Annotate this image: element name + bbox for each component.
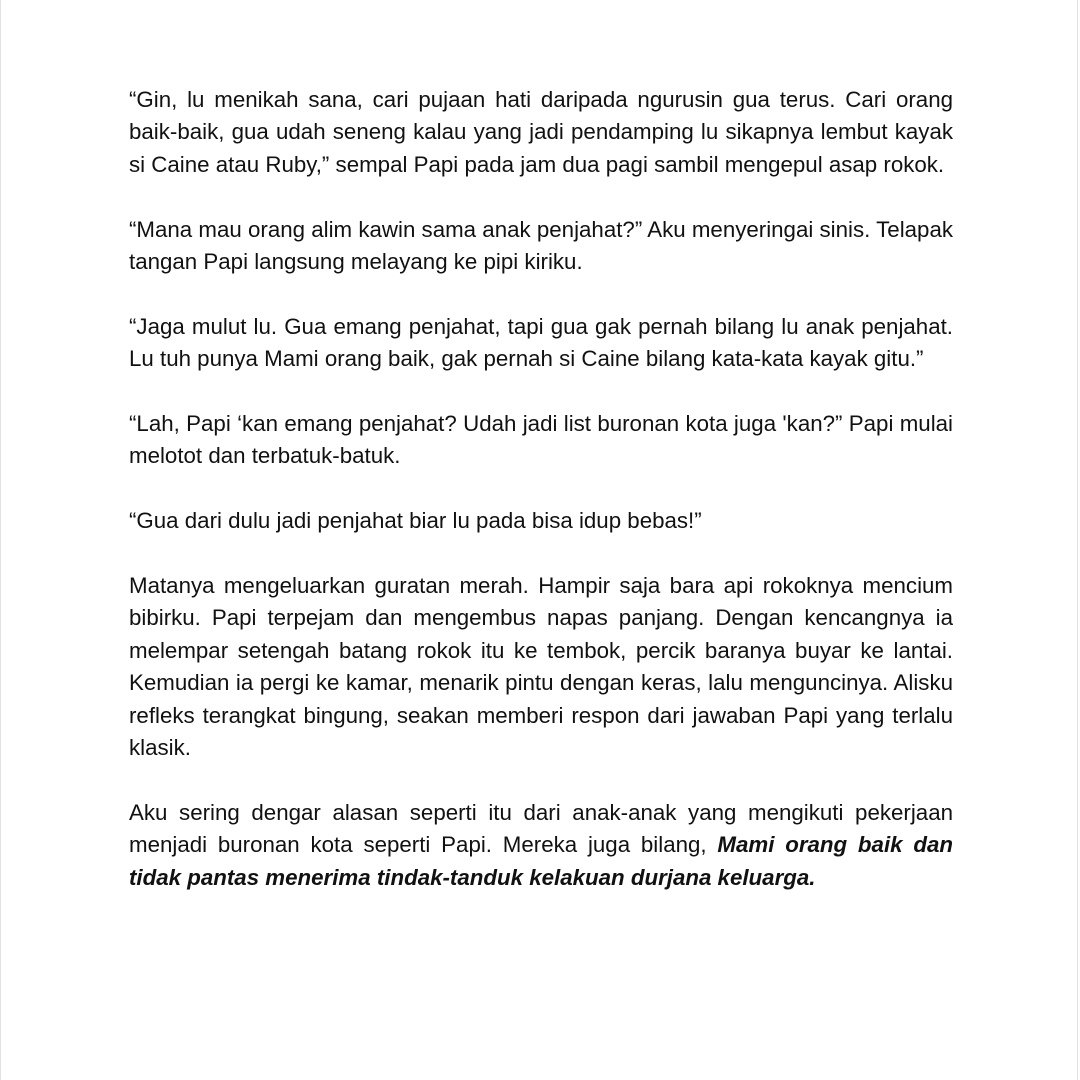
- paragraph-4: “Lah, Papi ‘kan emang penjahat? Udah jadi list buronan kota juga 'kan?” Papi mulai melotot dan terbatuk-batuk.: [129, 411, 953, 469]
- paragraph-6: Matanya mengeluarkan guratan merah. Hampir saja bara api rokoknya mencium bibirku. Papi terpejam dan mengembus napas panjang. Dengan kencangnya ia melempar setengah batang rokok itu ke tembok, percik baranya buyar ke lantai. Kemudian ia pergi ke kamar, menarik pintu dengan keras, lalu menguncinya. Alisku refleks terangkat bingung, seakan memberi respon dari jawaban Papi yang terlalu klasik.: [129, 573, 953, 761]
- document-body: [129, 84, 953, 894]
- paragraph-5: “Gua dari dulu jadi penjahat biar lu pada bisa idup bebas!”: [129, 508, 702, 534]
- paragraph-7-emphasis: Mami orang baik dan tidak pantas menerima tindak-tanduk kelakuan durjana keluarga.: [129, 832, 953, 890]
- paragraph-2: “Mana mau orang alim kawin sama anak penjahat?” Aku menyeringai sinis. Telapak tangan Papi langsung melayang ke pipi kiriku.: [129, 216, 953, 275]
- paragraph-3: “Jaga mulut lu. Gua emang penjahat, tapi gua gak pernah bilang lu anak penjahat. Lu tuh punya Mami orang baik, gak pernah si Caine bilang kata-kata kayak gitu.”: [129, 313, 953, 372]
- paragraph-7-text: Aku sering dengar alasan seperti itu dari anak-anak yang mengikuti pekerjaan menjadi buronan kota seperti Papi. Mereka juga bilang,: [129, 799, 953, 858]
- paragraph-7: [129, 797, 953, 894]
- paragraph-1: “Gin, lu menikah sana, cari pujaan hati daripada ngurusin gua terus. Cari orang baik-baik, gua udah seneng kalau yang jadi pendamping lu sikapnya lembut kayak si Caine atau Ruby,” sempal Papi pada jam dua pagi sambil mengepul asap rokok.: [129, 87, 953, 177]
